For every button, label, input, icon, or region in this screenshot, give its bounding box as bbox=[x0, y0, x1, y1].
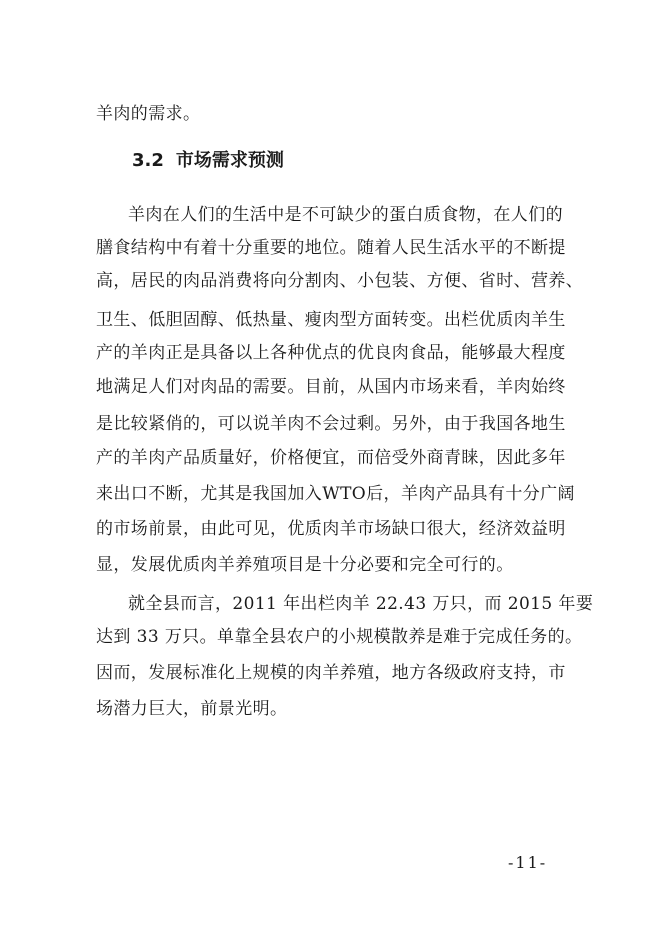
page-number: -11- bbox=[508, 853, 548, 872]
paragraph-line: 就全县而言，2011 年出栏肉羊 22.43 万只，而 2015 年要 bbox=[128, 594, 594, 614]
paragraph-line: 产的羊肉产品质量好，价格便宜，而倍受外商青睐，因此多年 bbox=[96, 448, 566, 468]
paragraph-line: 的市场前景，由此可见，优质肉羊市场缺口很大，经济效益明 bbox=[96, 519, 566, 539]
paragraph-line: 是比较紧俏的，可以说羊肉不会过剩。另外，由于我国各地生 bbox=[96, 414, 566, 434]
section-heading bbox=[132, 148, 284, 174]
paragraph-line: 卫生、低胆固醇、低热量、瘦肉型方面转变。出栏优质肉羊生 bbox=[96, 310, 566, 330]
paragraph-line: 因而，发展标准化上规模的肉羊养殖，地方各级政府支持，市 bbox=[96, 663, 566, 683]
section-number: 3.2 bbox=[132, 150, 164, 171]
section-title: 市场需求预测 bbox=[175, 150, 284, 171]
paragraph-line: 羊肉在人们的生活中是不可缺少的蛋白质食物，在人们的 bbox=[128, 205, 563, 225]
paragraph-line: 产的羊肉正是具备以上各种优点的优良肉食品，能够最大程度 bbox=[96, 343, 566, 363]
paragraph-line: 达到 33 万只。单靠全县农户的小规模散养是难于完成任务的。 bbox=[96, 627, 583, 647]
paragraph-line: 显，发展优质肉羊养殖项目是十分必要和完全可行的。 bbox=[96, 555, 514, 575]
paragraph-line: 来出口不断，尤其是我国加入WTO后，羊肉产品具有十分广阔 bbox=[96, 484, 575, 504]
intro-tail-text: 羊肉的需求。 bbox=[96, 104, 201, 124]
paragraph-line: 膳食结构中有着十分重要的地位。随着人民生活水平的不断提 bbox=[96, 238, 566, 258]
paragraph-line: 场潜力巨大，前景光明。 bbox=[96, 699, 288, 719]
paragraph-line: 地满足人们对肉品的需要。目前，从国内市场来看，羊肉始终 bbox=[96, 377, 566, 397]
paragraph-line: 高，居民的肉品消费将向分割肉、小包装、方便、省时、营养、 bbox=[96, 271, 584, 291]
